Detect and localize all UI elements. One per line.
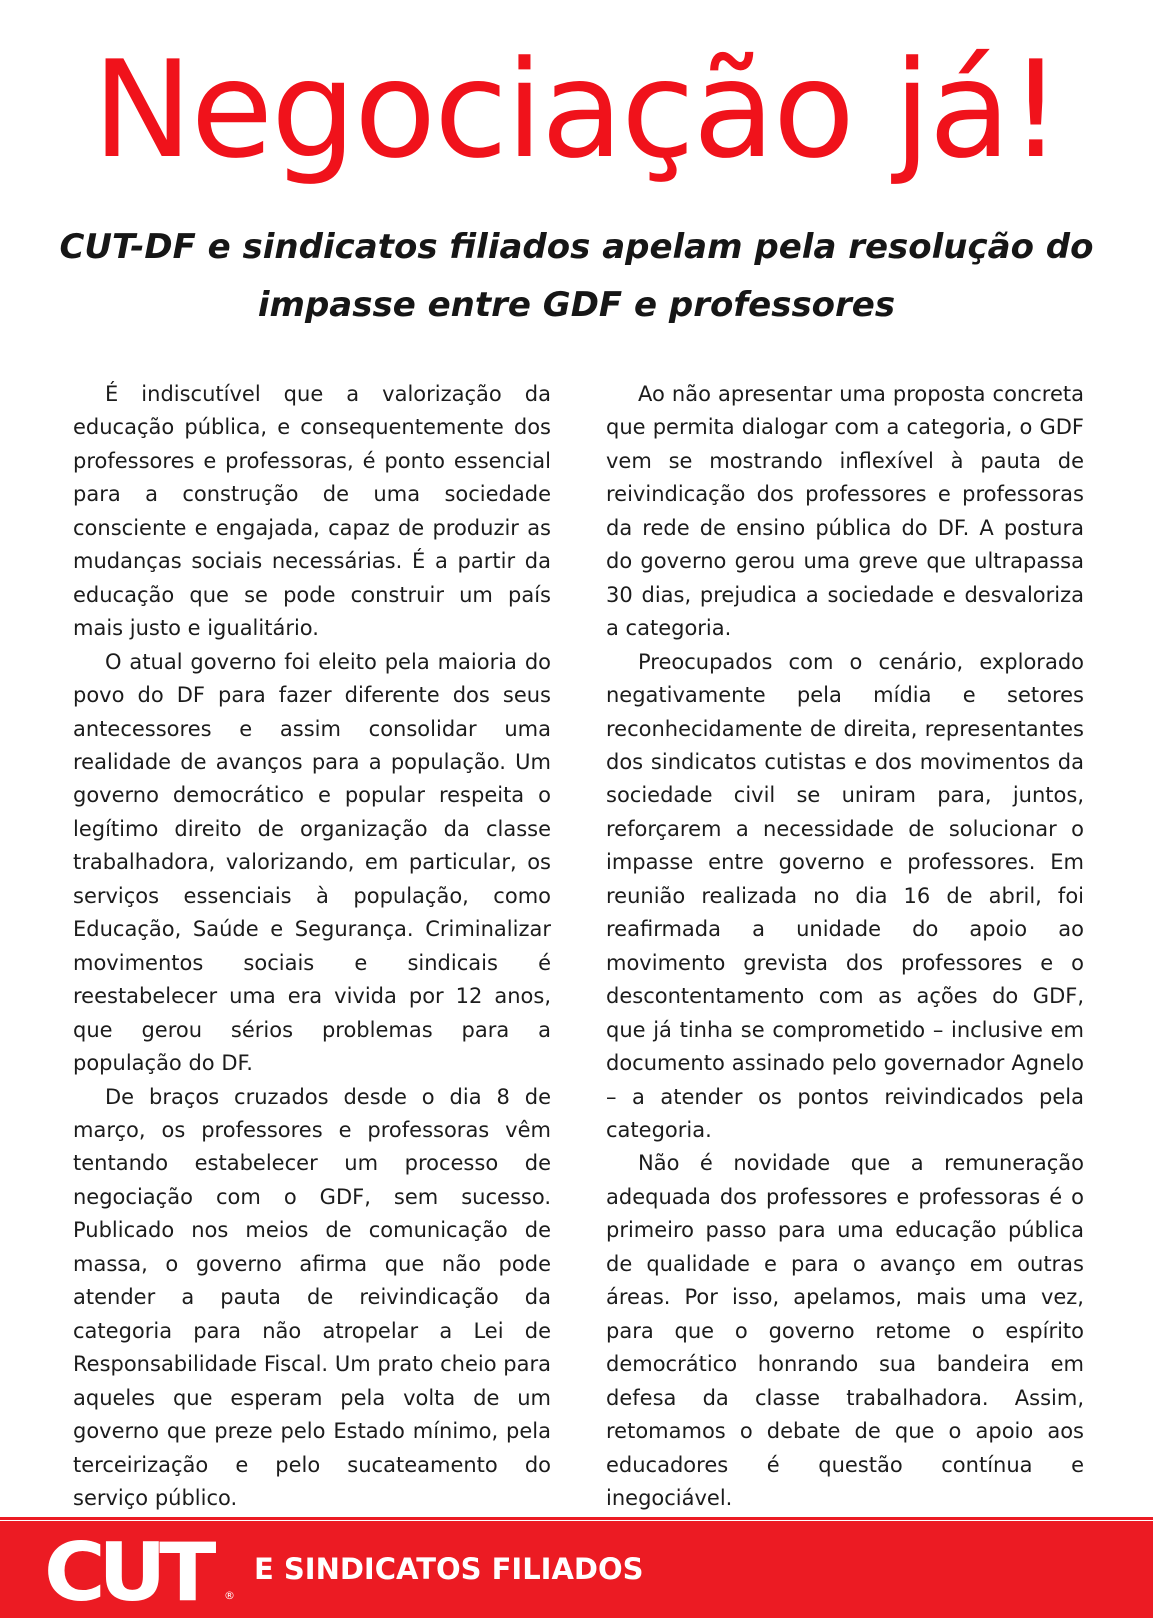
registered-mark: ® (224, 1589, 235, 1602)
paragraph: É indiscutível que a valorização da educação pública, e consequentemente dos professores e professoras, é ponto essencial para a construção de uma sociedade consciente e engajada, capaz de produzir as mudanças sociais necessárias. É a partir da educação que se pode construir um país mais justo e igualitário. (73, 382, 551, 641)
article-column-left (73, 378, 551, 1515)
paragraph: Preocupados com o cenário, explorado negativamente pela mídia e setores reconhecidamente de direita, representantes dos sindicatos cutistas e dos movimentos da sociedade civil se uniram para, juntos, reforçarem a necessidade de solucionar o impasse entre governo e professores. Em reunião realizada no dia 16 de abril, foi reafirmada a unidade do apoio ao movimento grevista dos professores e o descontentamento com as ações do GDF, que já tinha se comprometido – inclusive em documento assinado pelo governador Agnelo – a atender os pontos reivindicados pela categoria. (606, 649, 1084, 1142)
footer-divider (0, 1517, 1153, 1520)
paragraph: Não é novidade que a remuneração adequada dos professores e professoras é o primeiro passo para uma educação pública de qualidade e para o avanço em outras áreas. Por isso, apelamos, mais uma vez, para que o governo retome o espírito democrático honrando sua bandeira em defesa da classe trabalhadora. Assim, retomamos o debate de que o apoio aos educadores é questão contínua e inegociável. (606, 1151, 1084, 1510)
subtitle: CUT-DF e sindicatos filiados apelam pela resolução do impasse entre GDF e professores (59, 227, 1094, 325)
paragraph: O atual governo foi eleito pela maioria do povo do DF para fazer diferente dos seus antecessores e assim consolidar uma realidade de avanços para a população. Um governo democrático e popular respeita o legítimo direito de organização da classe trabalhadora, valorizando, em particular, os serviços essenciais à população, como Educação, Saúde e Segurança. Criminalizar movimentos sociais e sindicais é reestabelecer uma era vivida por 12 anos, que gerou sérios problemas para a população do DF. (73, 649, 551, 1076)
headline: Negociação já! (92, 32, 1061, 188)
footer-band (0, 1521, 1153, 1618)
paragraph: De braços cruzados desde o dia 8 de março, os professores e professoras vêm tentando estabelecer um processo de negociação com o GDF, sem sucesso. Publicado nos meios de comunicação de massa, o governo afirma que não pode atender a pauta de reivindicação da categoria para não atropelar a Lei de Responsabilidade Fiscal. Um prato cheio para aqueles que esperam pela volta de um governo que preze pelo Estado mínimo, pela terceirização e pelo sucateamento do serviço público. (73, 1084, 551, 1510)
cut-logo (44, 1526, 235, 1619)
cut-logo-text: CUT (44, 1526, 210, 1619)
paragraph: Ao não apresentar uma proposta concreta que permita dialogar com a categoria, o GDF vem se mostrando inflexível à pauta de reivindicação dos professores e professoras da rede de ensino pública do DF. A postura do governo gerou uma greve que ultrapassa 30 dias, prejudica a sociedade e desvaloriza a categoria. (606, 382, 1084, 641)
article-column-right (606, 378, 1084, 1515)
footer-tagline: E SINDICATOS FILIADOS (254, 1552, 644, 1586)
